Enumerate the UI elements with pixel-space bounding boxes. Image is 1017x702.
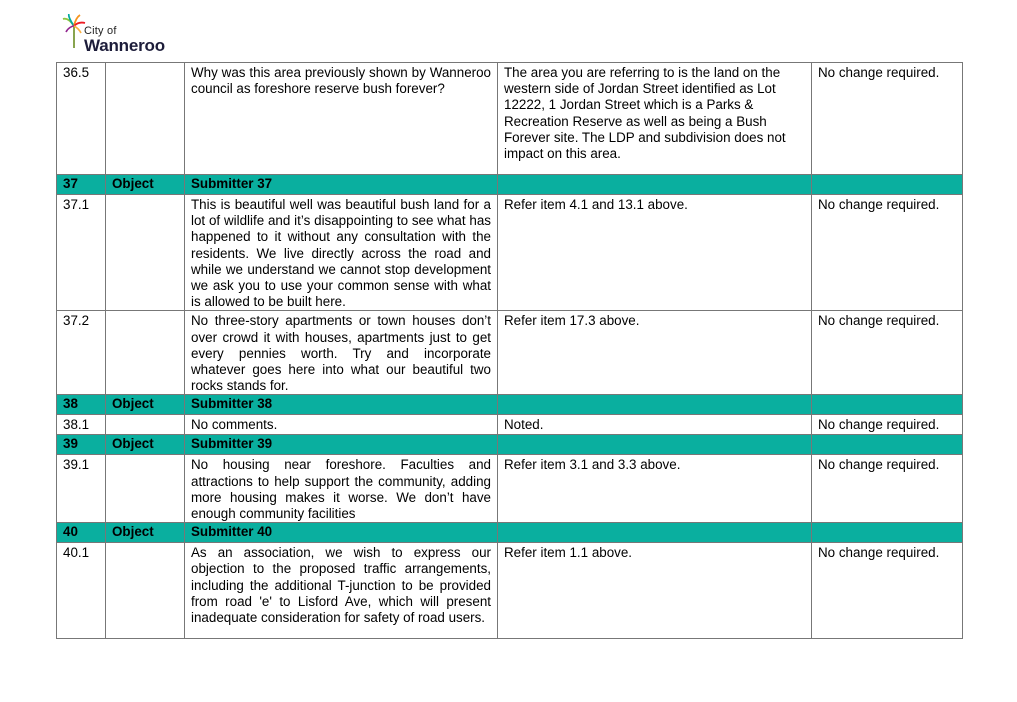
submitter-position: Object [106,435,185,455]
submitter-number: 38 [57,395,106,415]
submitter-name: Submitter 40 [185,523,498,543]
logo-wanneroo: Wanneroo [84,36,165,55]
submitter-position: Object [106,395,185,415]
submitter-name: Submitter 39 [185,435,498,455]
empty-cell [498,435,812,455]
item-number: 39.1 [57,455,106,523]
submitter-header-row [57,523,963,543]
item-number: 37.1 [57,195,106,311]
table-row [57,543,963,639]
table-row [57,311,963,395]
submitter-number: 37 [57,175,106,195]
item-number: 36.5 [57,63,106,175]
item-number: 40.1 [57,543,106,639]
submission-text: As an association, we wish to express our objection to the proposed traffic arrangements, including the additional T-junction to be provided from road 'e' to Lisford Ave, which will present inadequate consideration for safety of road users. [185,543,498,639]
empty-cell [498,395,812,415]
outcome-text: No change required. [812,63,963,175]
submission-text: No comments. [185,415,498,435]
position-cell [106,63,185,175]
table-row [57,455,963,523]
submitter-number: 39 [57,435,106,455]
submission-text: Why was this area previously shown by Wanneroo council as foreshore reserve bush forever? [185,63,498,175]
empty-cell [812,175,963,195]
outcome-text: No change required. [812,543,963,639]
logo-city-of: City of [84,25,117,37]
response-text: Refer item 1.1 above. [498,543,812,639]
outcome-text: No change required. [812,311,963,395]
submission-text: No housing near foreshore. Faculties and attractions to help support the community, adding more housing makes it worse. We don’t have enough community facilities [185,455,498,523]
position-cell [106,311,185,395]
outcome-text: No change required. [812,455,963,523]
item-number: 37.2 [57,311,106,395]
item-number: 38.1 [57,415,106,435]
submission-text: No three-story apartments or town houses don’t over crowd it with houses, apartments just to get every pennies worth. Try and incorporate whatever goes here into what our beautiful two rocks stands for. [185,311,498,395]
response-text: Noted. [498,415,812,435]
position-cell [106,455,185,523]
submitter-name: Submitter 38 [185,395,498,415]
submitter-header-row [57,395,963,415]
outcome-text: No change required. [812,415,963,435]
table-row [57,415,963,435]
table-row [57,63,963,175]
position-cell [106,415,185,435]
outcome-text: No change required. [812,195,963,311]
empty-cell [812,523,963,543]
empty-cell [812,435,963,455]
empty-cell [498,175,812,195]
submissions-table [56,62,963,639]
palm-tree-icon [62,14,86,50]
table-row [57,195,963,311]
response-text: The area you are referring to is the land on the western side of Jordan Street identified as Lot 12222, 1 Jordan Street which is a Parks & Recreation Reserve as well as being a Bush Forever site. The LDP and subdivision does not impact on this area. [498,63,812,175]
submitter-header-row [57,175,963,195]
response-text: Refer item 17.3 above. [498,311,812,395]
submitter-name: Submitter 37 [185,175,498,195]
submitter-position: Object [106,523,185,543]
empty-cell [498,523,812,543]
submitter-header-row [57,435,963,455]
position-cell [106,195,185,311]
response-text: Refer item 4.1 and 13.1 above. [498,195,812,311]
submitter-number: 40 [57,523,106,543]
submission-text: This is beautiful well was beautiful bush land for a lot of wildlife and it’s disappointing to see what has happened to it without any consultation with the residents. We live directly across the road and while we understand we cannot stop development we ask you to use your common sense with what is allowed to be built here. [185,195,498,311]
submitter-position: Object [106,175,185,195]
response-text: Refer item 3.1 and 3.3 above. [498,455,812,523]
empty-cell [812,395,963,415]
position-cell [106,543,185,639]
city-logo [62,14,182,56]
